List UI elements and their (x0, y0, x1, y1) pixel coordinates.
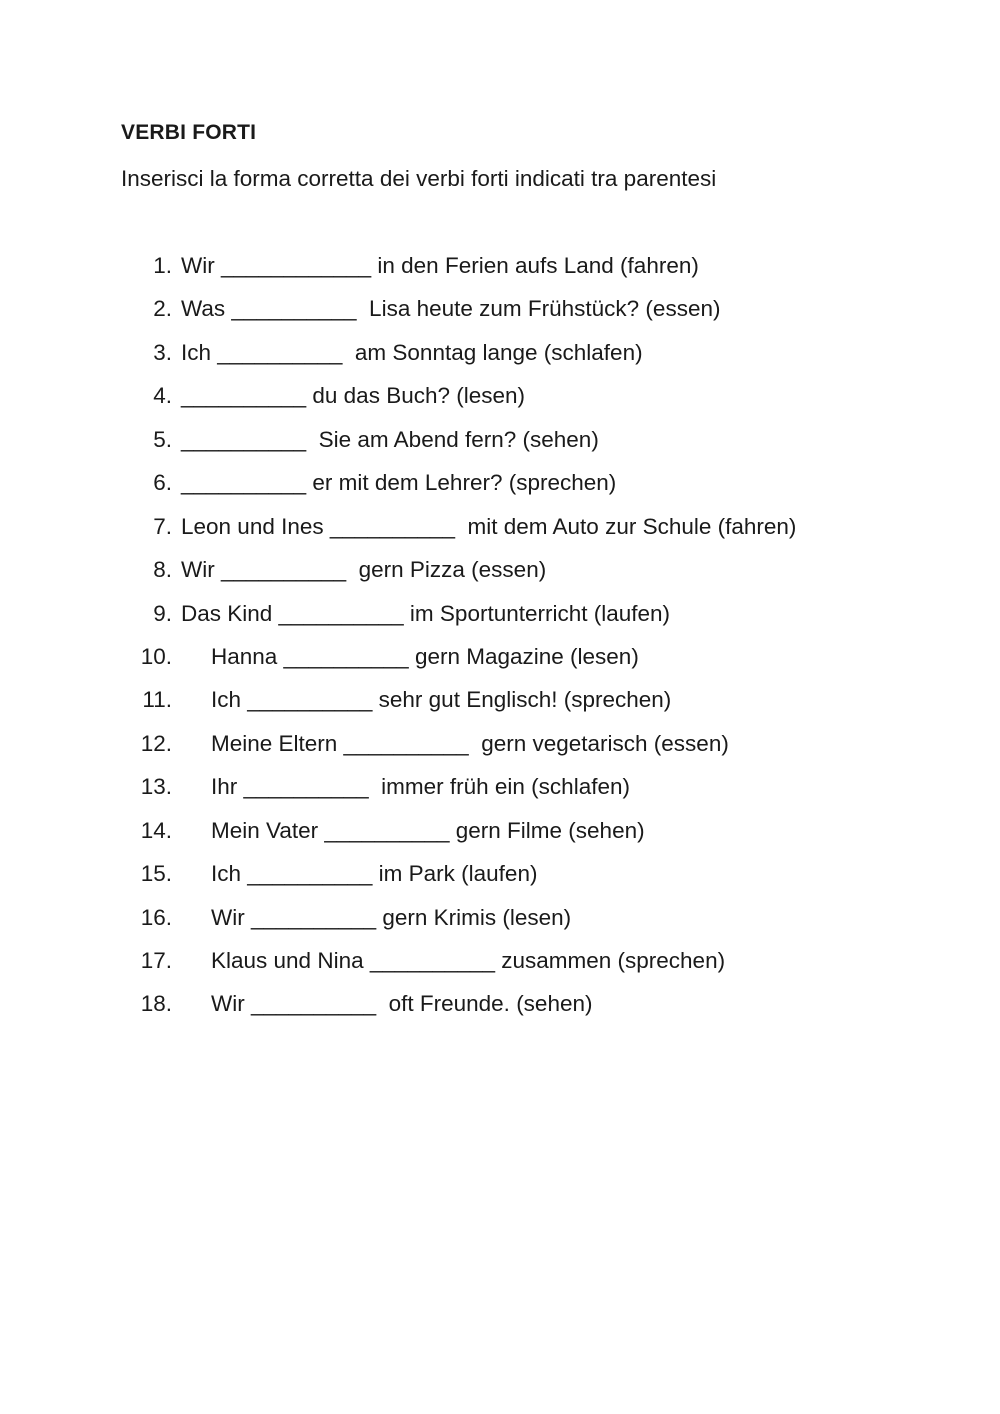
item-number: 17. (140, 948, 172, 973)
item-number: 4. (153, 383, 172, 409)
exercise-item (0, 987, 1000, 1030)
item-number: 9. (153, 600, 172, 626)
item-sentence: __________ du das Buch? (lesen) (181, 383, 526, 409)
item-sentence: Wir __________ gern Krimis (lesen) (211, 904, 572, 930)
exercise-item (0, 944, 1000, 987)
exercise-item (0, 423, 1000, 466)
item-number: 14. (140, 817, 172, 843)
item-sentence: __________ er mit dem Lehrer? (sprechen) (181, 470, 617, 496)
item-number: 13. (140, 774, 172, 800)
exercise-item (0, 510, 1000, 553)
item-number: 6. (153, 470, 172, 496)
exercise-item (0, 683, 1000, 726)
item-number: 15. (140, 861, 172, 887)
exercise-item (0, 466, 1000, 509)
item-sentence: Mein Vater __________ gern Filme (sehen) (211, 817, 645, 843)
worksheet-instruction: Inserisci la forma corretta dei verbi forti indicati tra parentesi (121, 166, 717, 191)
item-sentence: Hanna __________ gern Magazine (lesen) (211, 643, 639, 669)
item-sentence: Ich __________ am Sonntag lange (schlafen) (181, 339, 643, 365)
item-number: 2. (153, 296, 172, 322)
item-sentence: Was __________ Lisa heute zum Frühstück? (essen) (181, 296, 721, 322)
item-sentence: Wir ____________ in den Ferien aufs Land (fahren) (181, 253, 699, 278)
item-number: 16. (140, 904, 172, 930)
exercise-item (0, 640, 1000, 683)
item-sentence: Ich __________ sehr gut Englisch! (sprechen) (211, 687, 672, 713)
item-number: 5. (153, 426, 172, 452)
exercise-item (0, 857, 1000, 900)
item-sentence: Ich __________ im Park (laufen) (211, 861, 538, 887)
item-sentence: Wir __________ oft Freunde. (sehen) (211, 991, 593, 1017)
exercise-list (0, 249, 1000, 1031)
worksheet-title: VERBI FORTI (121, 121, 257, 144)
item-sentence: Ihr __________ immer früh ein (schlafen) (211, 774, 630, 800)
exercise-item (0, 553, 1000, 596)
item-sentence: Das Kind __________ im Sportunterricht (laufen) (181, 600, 671, 626)
exercise-item (0, 727, 1000, 770)
exercise-item (0, 249, 1000, 292)
item-sentence: Klaus und Nina __________ zusammen (sprechen) (211, 948, 726, 973)
exercise-item (0, 770, 1000, 813)
item-sentence: Meine Eltern __________ gern vegetarisch (essen) (211, 730, 729, 756)
item-number: 18. (140, 991, 172, 1017)
exercise-item (0, 814, 1000, 857)
item-sentence: __________ Sie am Abend fern? (sehen) (181, 426, 599, 452)
item-number: 7. (153, 513, 172, 539)
item-number: 12. (140, 730, 172, 756)
item-sentence: Leon und Ines __________ mit dem Auto zur Schule (fahren) (181, 513, 797, 539)
exercise-item (0, 379, 1000, 422)
exercise-item (0, 901, 1000, 944)
item-number: 10. (140, 643, 172, 669)
item-number: 11. (142, 687, 172, 713)
exercise-item (0, 336, 1000, 379)
item-number: 8. (153, 557, 172, 583)
exercise-item (0, 597, 1000, 640)
exercise-item (0, 292, 1000, 335)
item-number: 1. (153, 253, 172, 278)
item-sentence: Wir __________ gern Pizza (essen) (181, 557, 547, 583)
item-number: 3. (153, 339, 172, 365)
